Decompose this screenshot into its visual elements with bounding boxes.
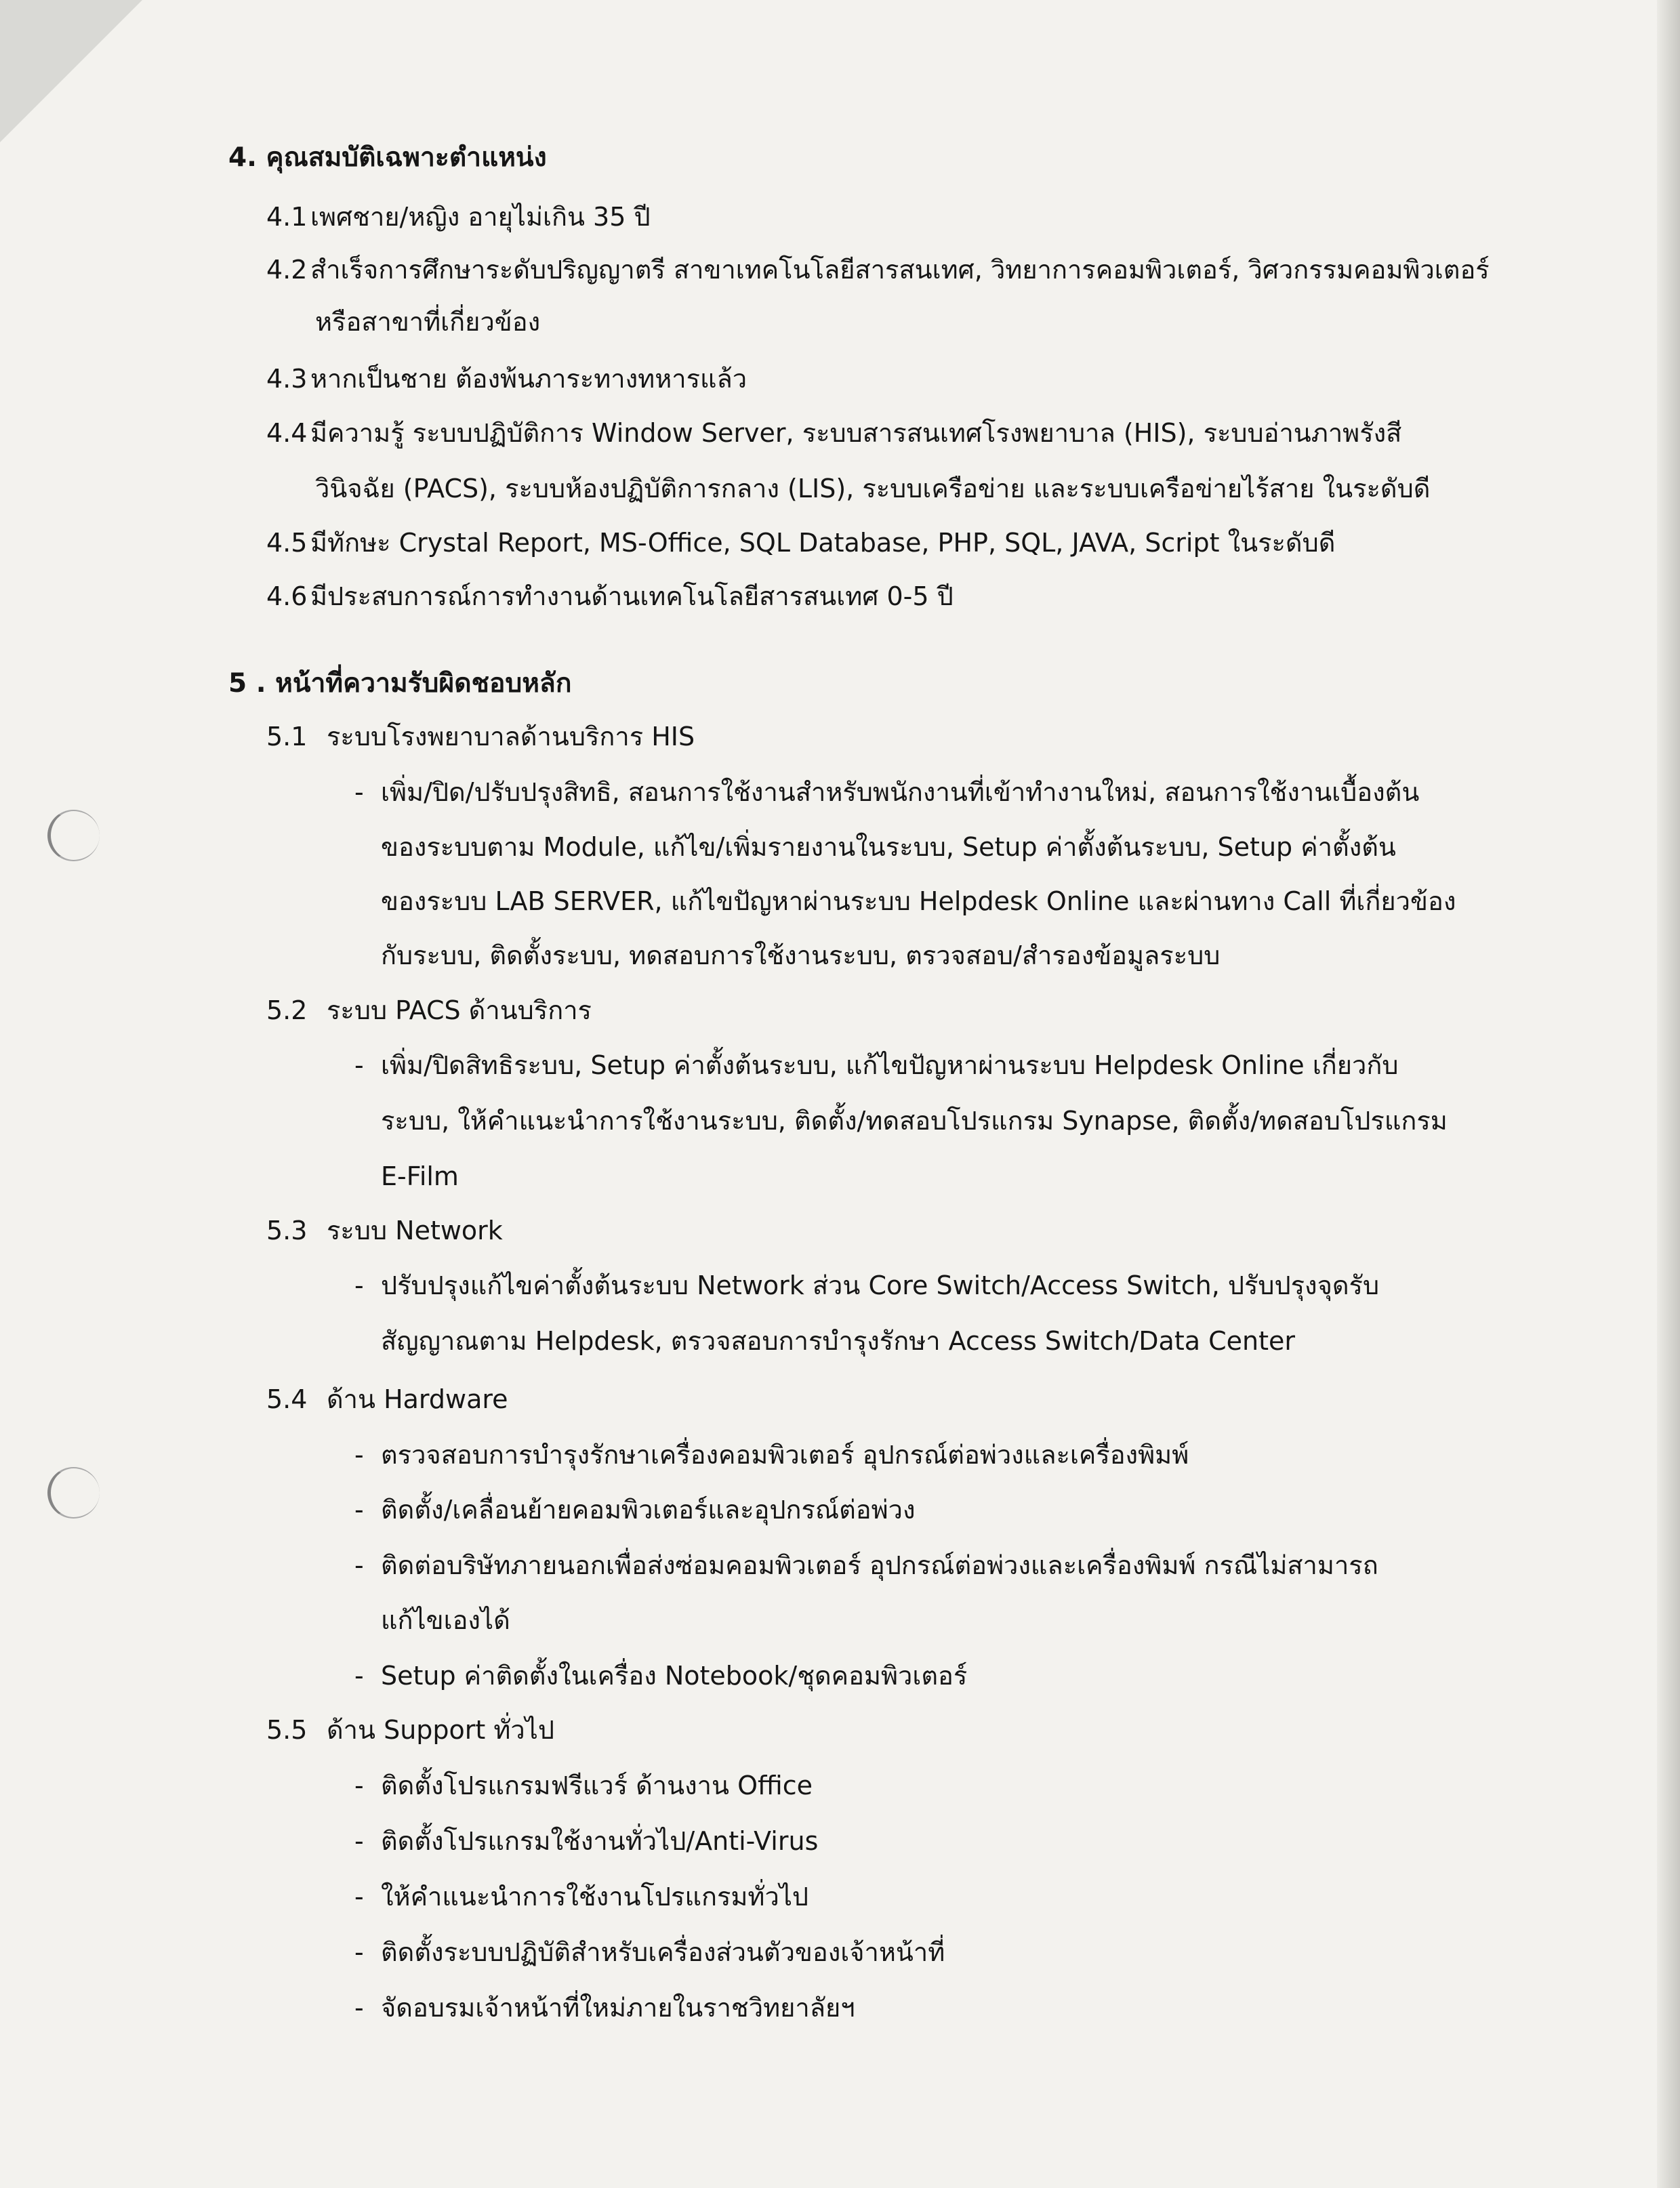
subsection-5-5 (266, 1714, 554, 1746)
item-text: เพศชาย/หญิง อายุไม่เกิน 35 ปี (310, 202, 651, 232)
bullet-text: ติดตั้งโปรแกรมใช้งานทั่วไป/Anti-Virus (381, 1826, 819, 1856)
item-text: สำเร็จการศึกษาระดับปริญญาตรี สาขาเทคโนโลยีสารสนเทศ, วิทยาการคอมพิวเตอร์, วิศวกรรมคอมพิวเตอร์ (310, 255, 1490, 285)
bullet-text: ติดต่อบริษัทภายนอกเพื่อส่งซ่อมคอมพิวเตอร์ อุปกรณ์ต่อพ่วงและเครื่องพิมพ์ กรณีไม่สามารถ (381, 1550, 1378, 1580)
bullet-text: เพิ่ม/ปิดสิทธิระบบ, Setup ค่าตั้งต้นระบบ, แก้ไขปัญหาผ่านระบบ Helpdesk Online เกี่ยวกับ (381, 1050, 1399, 1080)
bullet-text: ปรับปรุงแก้ไขค่าตั้งต้นระบบ Network ส่วน Core Switch/Access Switch, ปรับปรุงจุดรับ (381, 1271, 1380, 1300)
item-number: 4.6 (266, 581, 308, 611)
subsection-title: ระบบ PACS ด้านบริการ (327, 995, 592, 1025)
item-number: 4.4 (266, 418, 308, 448)
bullet-dash: - (354, 1771, 364, 1800)
bullet-dash: - (354, 1937, 364, 1967)
subsection-5-1 (266, 720, 695, 753)
item-number: 4.3 (266, 364, 308, 394)
bullet-5-2-line-3: E-Film (381, 1161, 459, 1191)
subsection-number: 5.1 (266, 722, 308, 751)
item-text: มีประสบการณ์การทำงานด้านเทคโนโลยีสารสนเทศ 0-5 ปี (310, 581, 954, 611)
bullet-text: จัดอบรมเจ้าหน้าที่ใหม่ภายในราชวิทยาลัยฯ (381, 1993, 855, 2023)
bullet-5-1-line-2: ของระบบตาม Module, แก้ไข/เพิ่มรายงานในระบบ, Setup ค่าตั้งต้นระบบ, Setup ค่าตั้งต้น (381, 832, 1396, 862)
subsection-5-4 (266, 1383, 508, 1416)
item-4-4-continuation: วินิจฉัย (PACS), ระบบห้องปฏิบัติการกลาง (LIS), ระบบเครือข่าย และระบบเครือข่ายไร้สาย ในระดับดี (315, 474, 1431, 503)
bullet-text: ตรวจสอบการบำรุงรักษาเครื่องคอมพิวเตอร์ อุปกรณ์ต่อพ่วงและเครื่องพิมพ์ (381, 1440, 1189, 1470)
item-text: มีความรู้ ระบบปฏิบัติการ Window Server, ระบบสารสนเทศโรงพยาบาล (HIS), ระบบอ่านภาพรังสี (310, 418, 1402, 448)
item-number: 4.5 (266, 528, 308, 558)
bullet-dash: - (354, 1826, 364, 1856)
subsection-number: 5.5 (266, 1715, 308, 1745)
bullet-5-1-line-3: ของระบบ LAB SERVER, แก้ไขปัญหาผ่านระบบ Helpdesk Online และผ่านทาง Call ที่เกี่ยวข้อง (381, 886, 1456, 916)
bullet-text: ติดตั้ง/เคลื่อนย้ายคอมพิวเตอร์และอุปกรณ์ต่อพ่วง (381, 1495, 916, 1525)
bullet-dash: - (354, 1661, 364, 1691)
item-4-2-continuation: หรือสาขาที่เกี่ยวข้อง (315, 307, 541, 337)
bullet-dash: - (354, 1882, 364, 1912)
bullet-text: ติดตั้งระบบปฏิบัติสำหรับเครื่องส่วนตัวของเจ้าหน้าที่ (381, 1937, 945, 1967)
bullet-5-1-line-4: กับระบบ, ติดตั้งระบบ, ทดสอบการใช้งานระบบ, ตรวจสอบ/สำรองข้อมูลระบบ (381, 941, 1221, 970)
bullet-dash: - (354, 1271, 364, 1300)
bullet-text: เพิ่ม/ปิด/ปรับปรุงสิทธิ, สอนการใช้งานสำหรับพนักงานที่เข้าทำงานใหม่, สอนการใช้งานเบื้องต้น (381, 777, 1420, 807)
bullet-text: Setup ค่าติดตั้งในเครื่อง Notebook/ชุดคอมพิวเตอร์ (381, 1661, 968, 1691)
subsection-number: 5.4 (266, 1384, 308, 1414)
subsection-number: 5.2 (266, 995, 308, 1025)
item-text: มีทักษะ Crystal Report, MS-Office, SQL Database, PHP, SQL, JAVA, Script ในระดับดี (310, 528, 1336, 558)
bullet-text: ติดตั้งโปรแกรมฟรีแวร์ ด้านงาน Office (381, 1771, 813, 1800)
section-5-heading: 5 . หน้าที่ความรับผิดชอบหลัก (228, 668, 572, 699)
bullet-dash: - (354, 777, 364, 807)
item-4-1 (266, 201, 651, 233)
item-number: 4.1 (266, 202, 308, 232)
bullet-5-3-line-2: สัญญาณตาม Helpdesk, ตรวจสอบการบำรุงรักษา Access Switch/Data Center (381, 1326, 1295, 1356)
subsection-title: ระบบ Network (327, 1216, 503, 1245)
bullet-dash: - (354, 1050, 364, 1080)
subsection-5-3 (266, 1214, 503, 1247)
bullet-dash: - (354, 1993, 364, 2023)
item-text: หากเป็นชาย ต้องพ้นภาระทางทหารแล้ว (310, 364, 747, 394)
item-4-6 (266, 580, 954, 613)
subsection-5-2 (266, 994, 592, 1027)
section-4-heading: 4. คุณสมบัติเฉพาะตำแหน่ง (228, 142, 547, 173)
bullet-text: ให้คำแนะนำการใช้งานโปรแกรมทั่วไป (381, 1882, 809, 1912)
bullet-dash: - (354, 1550, 364, 1580)
item-number: 4.2 (266, 255, 308, 285)
subsection-title: ระบบโรงพยาบาลด้านบริการ HIS (327, 722, 695, 751)
item-4-3 (266, 363, 747, 395)
item-4-5 (266, 527, 1336, 559)
item-4-2 (266, 253, 1490, 286)
subsection-title: ด้าน Support ทั่วไป (327, 1715, 554, 1745)
item-4-4 (266, 417, 1402, 449)
subsection-number: 5.3 (266, 1216, 308, 1245)
subsection-title: ด้าน Hardware (327, 1384, 508, 1414)
bullet-dash: - (354, 1495, 364, 1525)
bullet-5-2-line-2: ระบบ, ให้คำแนะนำการใช้งานระบบ, ติดตั้ง/ทดสอบโปรแกรม Synapse, ติดตั้ง/ทดสอบโปรแกรม (381, 1106, 1448, 1136)
bullet-dash: - (354, 1440, 364, 1470)
bullet-5-4-3-continuation: แก้ไขเองได้ (381, 1605, 510, 1635)
